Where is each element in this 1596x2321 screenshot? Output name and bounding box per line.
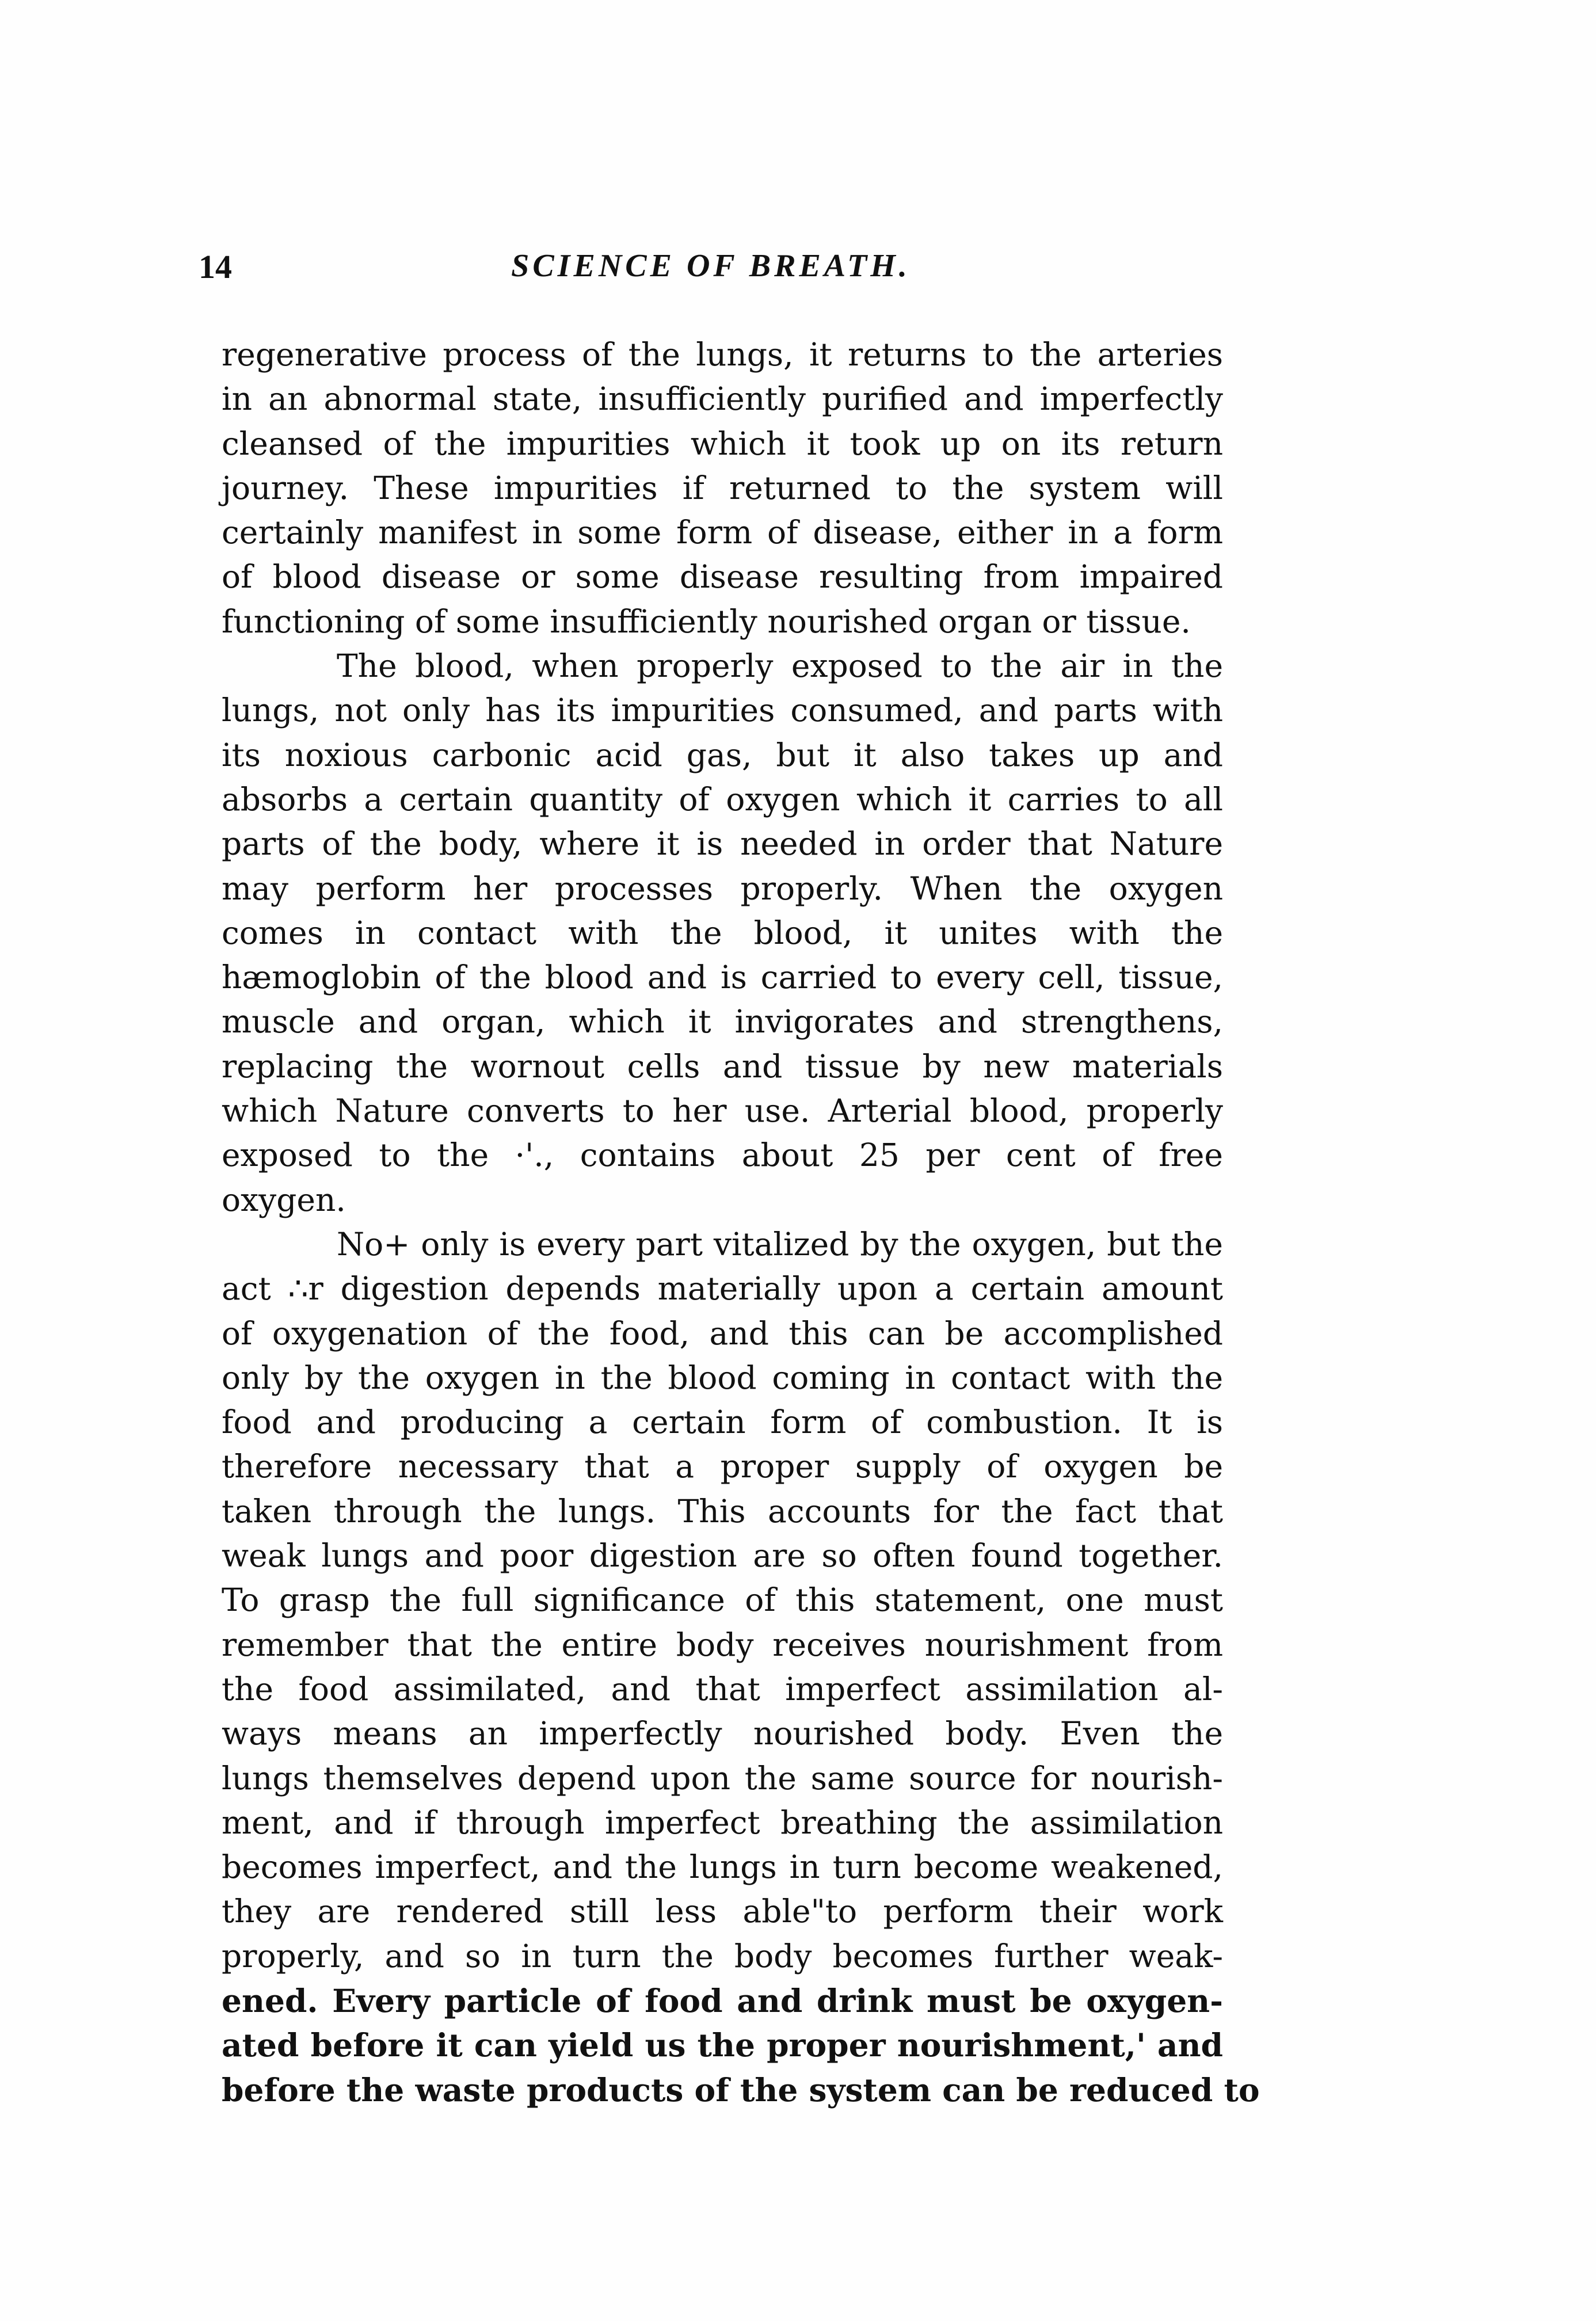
text-line: ment, and if through imperfect breathing the assimilation	[222, 1804, 1223, 1841]
page-number: 14	[199, 248, 232, 285]
text-line: replacing the wornout cells and tissue by new materials	[222, 1047, 1223, 1085]
text-line: they are rendered still less able"to perform their work	[222, 1893, 1223, 1930]
text-line: ened. Every particle of food and drink must be oxygen-	[222, 1981, 1223, 2019]
text-line: oxygen.	[222, 1181, 346, 1218]
text-line: parts of the body, where it is needed in order that Nature	[222, 825, 1223, 863]
text-line: absorbs a certain quantity of oxygen which it carries to all	[222, 780, 1223, 818]
text-line: of oxygenation of the food, and this can be accomplished	[222, 1314, 1223, 1352]
text-line: certainly manifest in some form of disease, either in a form	[222, 514, 1223, 551]
text-line: in an abnormal state, insufficiently purified and imperfectly	[222, 380, 1223, 418]
text-line: weak lungs and poor digestion are so often found together.	[222, 1537, 1223, 1575]
text-line: cleansed of the impurities which it took up on its return	[222, 425, 1223, 462]
text-line: ways means an imperfectly nourished body. Even the	[222, 1715, 1223, 1752]
text-line: food and producing a certain form of combustion. It is	[222, 1404, 1223, 1441]
text-line: lungs themselves depend upon the same source for nourish-	[222, 1759, 1223, 1797]
text-line: functioning of some insufficiently nourished organ or tissue.	[222, 603, 1191, 640]
text-line: may perform her processes properly. When the oxygen	[222, 870, 1223, 907]
text-line: the food assimilated, and that imperfect assimilation al-	[222, 1670, 1223, 1708]
text-line: comes in contact with the blood, it unites with the	[222, 914, 1223, 951]
text-line: muscle and organ, which it invigorates and strengthens,	[222, 1003, 1223, 1041]
page-header	[199, 247, 1223, 294]
paragraph-start-line: No+ only is every part vitalized by the oxygen, but the	[337, 1225, 1223, 1263]
text-line: exposed to the ·'., contains about 25 per cent of free	[222, 1137, 1223, 1174]
text-line: only by the oxygen in the blood coming in contact with the	[222, 1359, 1223, 1396]
text-line: hæmoglobin of the blood and is carried to every cell, tissue,	[222, 959, 1223, 996]
text-line: of blood disease or some disease resulting from impaired	[222, 558, 1223, 596]
text-line: remember that the entire body receives nourishment from	[222, 1626, 1223, 1663]
text-line: To grasp the full significance of this statement, one must	[222, 1581, 1223, 1619]
text-line: its noxious carbonic acid gas, but it also takes up and	[222, 736, 1223, 773]
text-line: regenerative process of the lungs, it returns to the arteries	[222, 336, 1223, 373]
text-line: lungs, not only has its impurities consumed, and parts with	[222, 692, 1223, 729]
text-line: before the waste products of the system can be reduced to	[222, 2071, 1260, 2109]
text-line: taken through the lungs. This accounts for the fact that	[222, 1492, 1223, 1530]
text-line: therefore necessary that a proper supply of oxygen be	[222, 1448, 1223, 1485]
text-line: becomes imperfect, and the lungs in turn become weakened,	[222, 1849, 1223, 1886]
running-title: SCIENCE OF BREATH.	[511, 248, 911, 284]
text-line: act ∴r digestion depends materially upon a certain amount	[222, 1270, 1223, 1308]
paragraph-start-line: The blood, when properly exposed to the air in the	[337, 647, 1223, 685]
text-line: journey. These impurities if returned to the system will	[222, 469, 1223, 506]
text-line: ated before it can yield us the proper nourishment,' and	[222, 2026, 1223, 2064]
text-line: properly, and so in turn the body becomes further weak-	[222, 1937, 1223, 1975]
text-line: which Nature converts to her use. Arterial blood, properly	[222, 1092, 1223, 1130]
body-text	[222, 333, 1260, 2112]
